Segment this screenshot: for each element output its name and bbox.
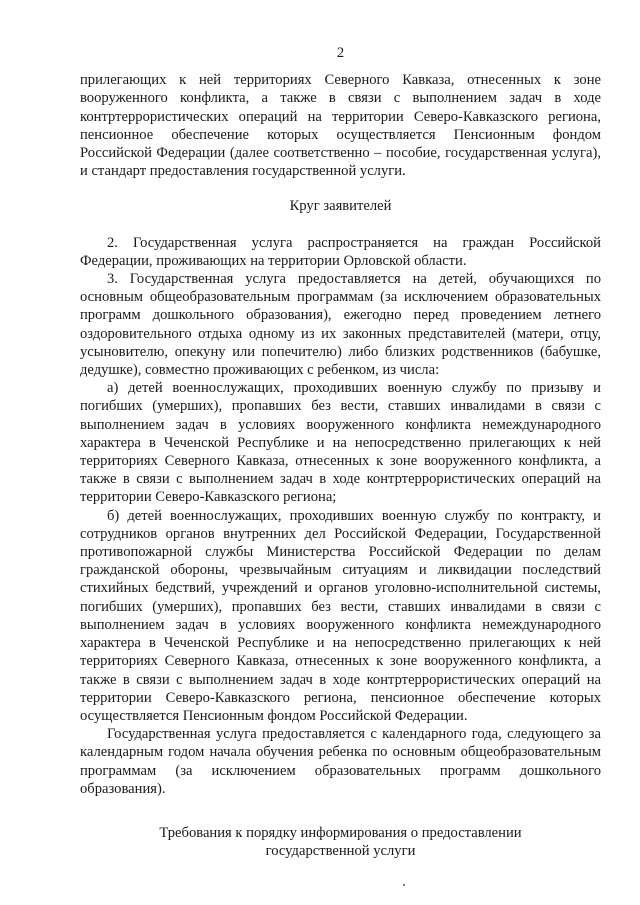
section-heading-requirements-line2: государственной услуги (265, 843, 416, 860)
intro-paragraph: прилегающих к ней территориях Северного Кавказа, отнесенных к зоне вооруженного конфликта, а также в связи с выполнением задач в ходе контртеррористических операций на территории Северо-Кавказского региона, пенсионное обеспечение которых осуществляется Пенсионным фондом Российской Федерации (далее соответственно – пособие, государственная услуга), и стандарт предоставления государственной услуги. (80, 72, 601, 180)
paragraph-3: 3. Государственная услуга предоставляется на детей, обучающихся по основным общеобразовательным программам (за исключением образовательных программ дошкольного образования), ежегодно перед проведением летнего оздоровительного отдыха одному из их законных представителей (матери, отцу, усыновителю, опекуну или попечителю) либо близких родственников (бабушке, дедушке), совместно проживающих с ребенком, из числа: (80, 271, 601, 379)
calendar-note-paragraph: Государственная услуга предоставляется с календарного года, следующего за календарным годом начала обучения ребенка по основным общеобразовательным программам (за исключением образовательных программ дошкольного образования). (80, 726, 601, 797)
section-heading-applicants: Круг заявителей (289, 198, 392, 215)
list-item-b: б) детей военнослужащих, проходивших военную службу по контракту, и сотрудников органов внутренних дел Российской Федерации, Государственной противопожарной службы Министерства Российской Федерации по делам гражданской обороны, чрезвычайным ситуациям и ликвидации последствий стихийных бедствий, учреждений и органов уголовно-исполнительной системы, погибших (умерших), пропавших без вести, ставших инвалидами в связи с выполнением задач в условиях вооруженного конфликта немеждународного характера в Чеченской Республике и на непосредственно прилегающих к ней территориях Северного Кавказа, отнесенных к зоне вооруженного конфликта, а также в связи с выполнением задач в ходе контртеррористических операций на территории Северо-Кавказского региона, пенсионное обеспечение которых осуществляется Пенсионным фондом Российской Федерации. (80, 507, 601, 724)
section-heading-requirements (80, 824, 601, 860)
list-item-a: а) детей военнослужащих, проходивших военную службу по призыву и погибших (умерших), пропавших без вести, ставших инвалидами в связи с выполнением задач в условиях вооруженного конфликта немеждународного характера в Чеченской Республике и на непосредственно прилегающих к ней территориях Северного Кавказа, отнесенных к зоне вооруженного конфликта, а также в связи с выполнением задач в ходе контртеррористических операций на территории Северо-Кавказского региона; (80, 380, 601, 506)
document-page (80, 44, 601, 860)
section-heading-requirements-line1: Требования к порядку информирования о предоставлении (159, 824, 522, 841)
scan-speck (403, 884, 405, 886)
page-number: 2 (336, 45, 345, 61)
paragraph-2: 2. Государственная услуга распространяется на граждан Российской Федерации, проживающих на территории Орловской области. (80, 234, 601, 269)
